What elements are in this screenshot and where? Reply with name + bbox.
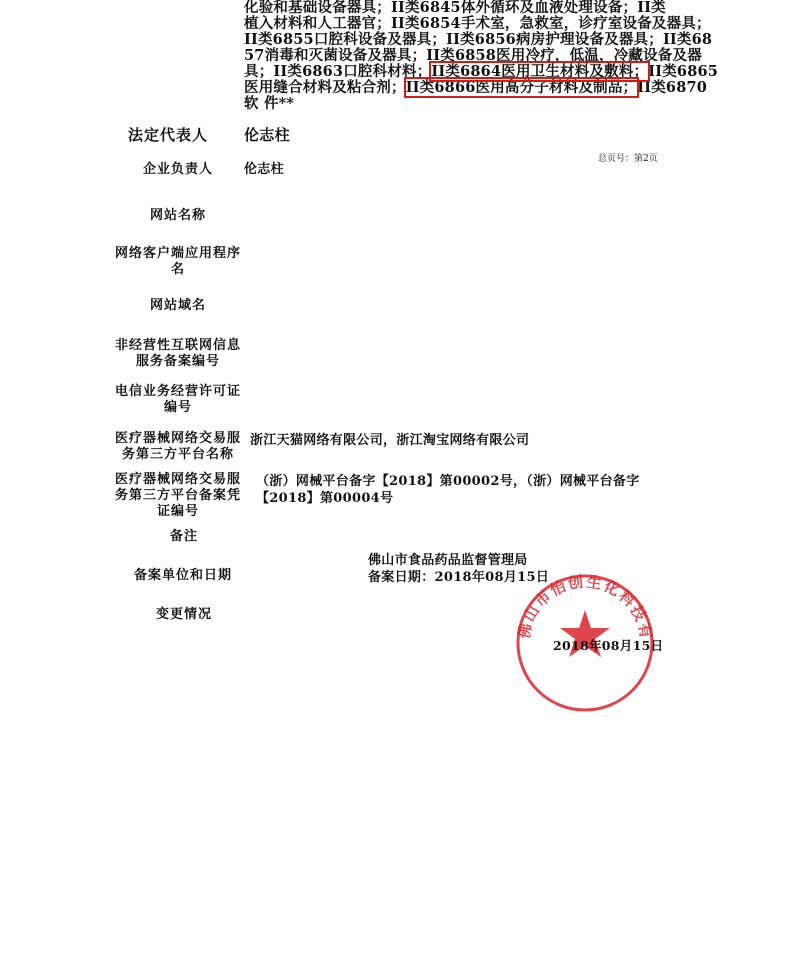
scope-line <box>244 31 713 48</box>
scope-text: 化验和基础设备器具；II类6845体外循环及血液处理设备；II类 <box>244 0 666 16</box>
highlighted-scope-item: II类6864医用卫生材料及敷料； <box>431 63 649 80</box>
scope-text: II类6855口腔科设备及器具；II类6856病房护理设备及器具；II类68 <box>244 31 713 48</box>
scope-line <box>244 0 684 16</box>
filing-unit-label: 备案单位和日期 <box>133 568 232 583</box>
scope-text: 具；II类6863口腔科材料； <box>244 63 432 80</box>
legal-rep-value: 伦志柱 <box>244 126 290 144</box>
scope-text: 57消毒和灭菌设备及器具；II类6858医用冷疗，低温，冷藏设备及器 <box>244 47 702 64</box>
legal-rep-label: 法定代表人 <box>127 126 208 144</box>
platform-name-label: 医疗器械网络交易服务第三方平台名称 <box>114 431 241 462</box>
company-head-value: 伦志柱 <box>244 162 284 177</box>
business-scope-text <box>244 0 719 112</box>
scope-line <box>244 79 708 96</box>
icp-record-label: 非经营性互联网信息服务备案编号 <box>114 338 241 369</box>
scope-text: II类6870 <box>637 79 708 96</box>
client-app-label: 网络客户端应用程序名 <box>114 246 241 277</box>
scope-line <box>244 96 684 112</box>
remarks-label: 备注 <box>169 529 198 544</box>
platform-cert-label: 医疗器械网络交易服务第三方平台备案凭证编号 <box>114 472 241 519</box>
seal-date: 2018年08月15日 <box>553 638 664 653</box>
changes-label: 变更情况 <box>155 607 212 622</box>
platform-cert-value-line1: （浙）网械平台备字【2018】第00002号，（浙）网械平台备字 <box>256 474 640 489</box>
scope-text: 植入材料和人工器官；II类6854手术室，急救室，诊疗室设备及器具； <box>244 15 711 32</box>
svg-text:佛山市怡创生化科技有限公司: 佛山市怡创生化科技有 <box>514 572 656 642</box>
domain-label: 网站域名 <box>149 298 206 313</box>
page-number: 总页号：第2页 <box>598 154 658 164</box>
scope-line <box>244 15 711 32</box>
platform-name-value: 浙江天猫网络有限公司，浙江淘宝网络有限公司 <box>250 433 530 448</box>
filing-date: 备案日期：2018年08月15日 <box>368 570 550 585</box>
scope-line <box>244 47 702 64</box>
platform-cert-value-line2: 【2018】第00004号 <box>256 491 394 506</box>
website-name-label: 网站名称 <box>149 208 206 223</box>
scope-text: II类6865 <box>648 63 719 80</box>
highlighted-scope-item: II类6866医用高分子材料及制品； <box>405 79 638 96</box>
scope-text: 医用缝合材料及粘合剂； <box>244 79 406 96</box>
company-head-label: 企业负责人 <box>142 162 213 177</box>
telecom-license-label: 电信业务经营许可证编号 <box>114 384 241 415</box>
filing-unit-name: 佛山市食品药品监督管理局 <box>368 553 528 568</box>
scope-line <box>244 63 719 80</box>
scope-text: 软 件** <box>244 95 295 112</box>
